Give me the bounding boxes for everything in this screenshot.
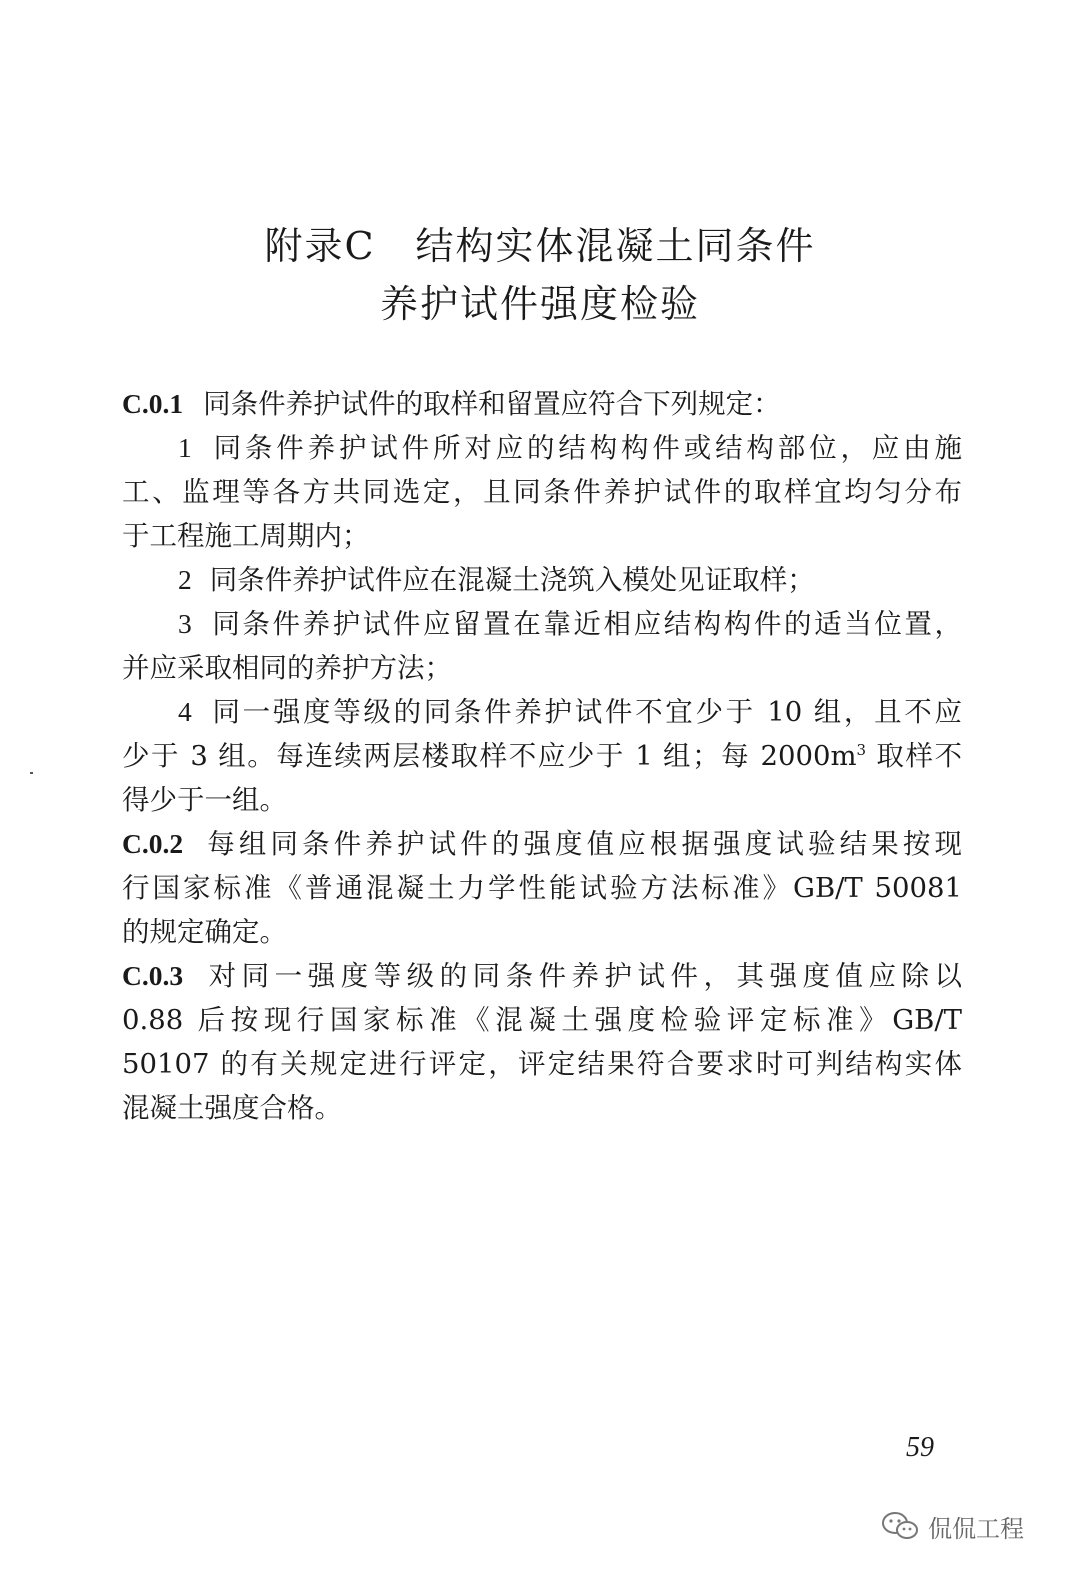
clause-number: C.0.1 <box>122 388 184 419</box>
clause-c02-line1 <box>122 822 962 866</box>
clause-number: C.0.2 <box>122 828 184 859</box>
clause-c03-line4: 混凝土强度合格。 <box>122 1092 342 1124</box>
item-number: 1 <box>178 432 192 463</box>
item-4-line1 <box>178 690 962 734</box>
item-text-a: 少于 3 组。每连续两层楼取样不应少于 1 组；每 2000m <box>122 740 857 772</box>
superscript: 3 <box>856 740 867 759</box>
appendix-title-line1: 附录C 结构实体混凝土同条件 <box>264 224 816 268</box>
item-number: 2 <box>178 564 192 595</box>
clause-text: 对同一强度等级的同条件养护试件，其强度值应除以 <box>203 960 962 992</box>
wechat-icon <box>880 1510 920 1542</box>
item-4-line2 <box>122 734 962 778</box>
clause-text: 每组同条件养护试件的强度值应根据强度试验结果按现 <box>203 828 962 860</box>
clause-c03-line2: 0.88 后按现行国家标准《混凝土强度检验评定标准》GB/T <box>122 1004 962 1036</box>
page-number: 59 <box>906 1432 934 1463</box>
clause-number: C.0.3 <box>122 960 184 991</box>
item-text: 同条件养护试件所对应的结构构件或结构部位，应由施 <box>209 432 962 464</box>
item-2-line1 <box>178 558 962 602</box>
item-text: 同一强度等级的同条件养护试件不宜少于 10 组，且不应 <box>209 696 962 728</box>
item-4-line3: 得少于一组。 <box>122 784 287 816</box>
item-3-line2: 并应采取相同的养护方法； <box>122 652 452 684</box>
item-number: 4 <box>178 696 192 727</box>
item-1-line2: 工、监理等各方共同选定，且同条件养护试件的取样宜均匀分布 <box>122 476 962 508</box>
clause-c01-intro <box>122 382 962 426</box>
item-1-line3: 于工程施工周期内； <box>122 520 370 552</box>
watermark <box>880 1506 1024 1546</box>
item-number: 3 <box>178 608 192 639</box>
appendix-title-line2: 养护试件强度检验 <box>379 282 700 326</box>
clause-c02-line2: 行国家标准《普通混凝土力学性能试验方法标准》GB/T 50081 <box>122 872 962 904</box>
clause-text: 同条件养护试件的取样和留置应符合下列规定： <box>203 388 781 420</box>
item-text: 同条件养护试件应留置在靠近相应结构构件的适当位置， <box>209 608 962 640</box>
watermark-text: 侃侃工程 <box>928 1514 1024 1543</box>
item-text: 同条件养护试件应在混凝土浇筑入模处见证取样； <box>209 564 815 596</box>
scan-speck <box>30 772 33 774</box>
clause-c03-line1 <box>122 954 962 998</box>
item-text-b: 取样不 <box>866 740 962 772</box>
item-3-line1 <box>178 602 962 646</box>
item-1-line1 <box>178 426 962 470</box>
clause-c03-line3: 50107 的有关规定进行评定，评定结果符合要求时可判结构实体 <box>122 1048 962 1080</box>
clause-c02-line3: 的规定确定。 <box>122 916 287 948</box>
